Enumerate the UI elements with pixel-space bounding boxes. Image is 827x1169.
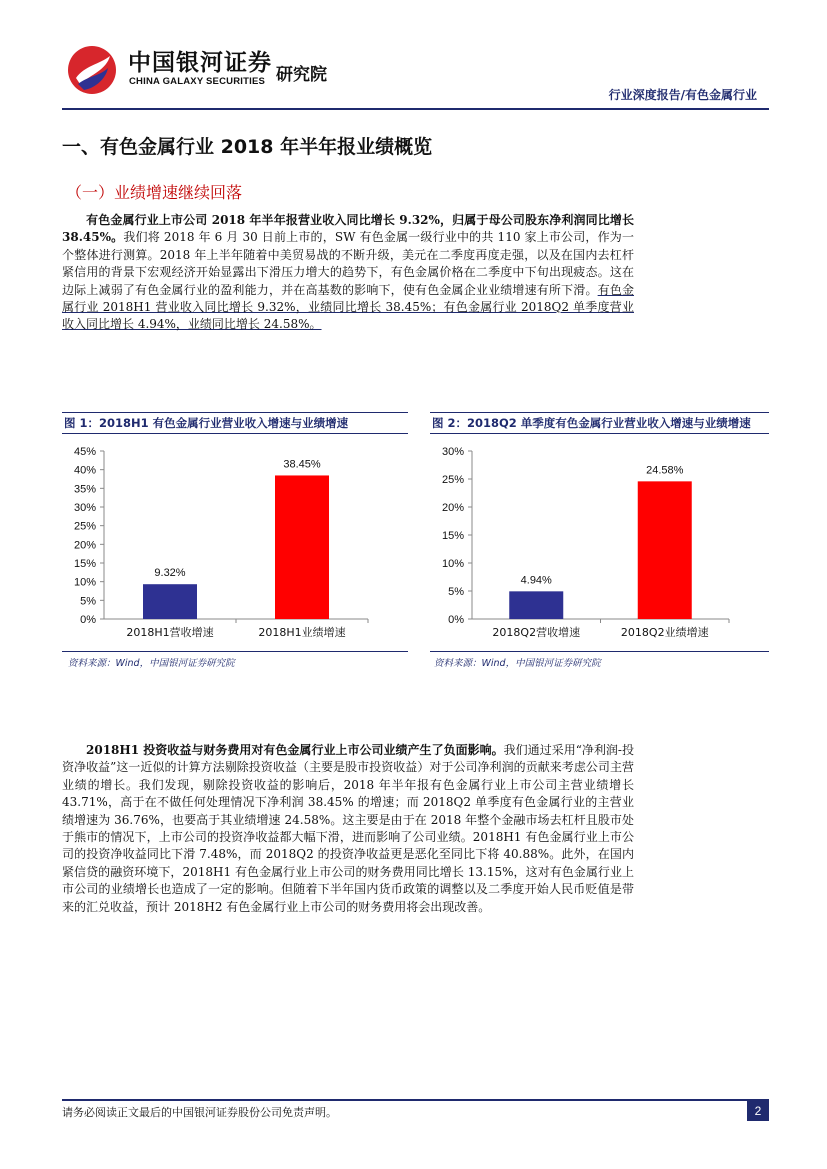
figure-2-bottom-rule xyxy=(430,651,769,652)
chart1-category-label: 2018H1业绩增速 xyxy=(258,626,346,639)
chart1-y-tick-label: 30% xyxy=(73,502,96,514)
para1-lead: 有色金属行业上市公司 2018 年半年报营业收入同比增长 9.32%，归属于母公司股东净利润同比增长 38.45%。 xyxy=(62,213,634,245)
figure-1-bottom-rule xyxy=(62,651,408,652)
figure-2-title xyxy=(430,412,769,434)
logo-chinese-name: 中国银河证券 xyxy=(128,50,272,76)
chart1-category-label: 2018H1营收增速 xyxy=(126,626,214,639)
para2-lead: 2018H1 投资收益与财务费用对有色金属行业上市公司业绩产生了负面影响。 xyxy=(86,743,504,757)
logo-english-name: CHINA GALAXY SECURITIES xyxy=(129,76,266,87)
figure-2-source: 资料来源：Wind，中国银河证券研究院 xyxy=(434,658,601,669)
figure-1-title xyxy=(62,412,408,434)
chart2-y-tick-label: 10% xyxy=(441,558,464,570)
chart1-y-tick-label: 20% xyxy=(73,539,96,552)
header-divider xyxy=(62,108,769,110)
chart-1-2018h1-growth xyxy=(62,438,408,650)
chart2-y-tick-label: 25% xyxy=(441,474,464,486)
chart2-data-label: 24.58% xyxy=(646,464,684,477)
figure-2-title-text: 图 2：2018Q2 单季度有色金属行业营业收入增速与业绩增速 xyxy=(432,416,751,430)
chart1-bar xyxy=(143,584,197,619)
chart1-y-tick-label: 35% xyxy=(73,483,96,496)
footer-divider xyxy=(62,1099,769,1101)
chart2-bar xyxy=(509,591,563,619)
para1-highlight: 有色金属行业 2018H1 营业收入同比增长 9.32%，业绩同比增长 38.45%；有色金属行业 2018Q2 单季度营业收入同比增长 4.94%，业绩同比增长 24.58%。 xyxy=(62,282,634,332)
chart2-y-tick-label: 5% xyxy=(448,586,464,598)
chart1-y-tick-label: 15% xyxy=(73,558,96,570)
chart1-bar xyxy=(275,475,329,619)
chart2-y-tick-label: 15% xyxy=(441,530,464,542)
chart2-category-label: 2018Q2业绩增速 xyxy=(620,626,709,639)
figure-1-source: 资料来源：Wind，中国银河证券研究院 xyxy=(68,658,235,669)
chart2-data-label: 4.94% xyxy=(520,574,552,587)
chart1-y-tick-label: 5% xyxy=(80,595,96,608)
section-title: 一、有色金属行业 2018 年半年报业绩概览 xyxy=(62,136,433,158)
chart1-y-tick-label: 10% xyxy=(73,576,96,589)
page-number: 2 xyxy=(747,1101,769,1121)
chart1-data-label: 38.45% xyxy=(283,458,321,471)
paragraph-investment-income xyxy=(62,742,634,916)
logo-institute: 研究院 xyxy=(276,65,327,85)
footer-disclaimer: 请务必阅读正文最后的中国银河证券股份公司免责声明。 xyxy=(62,1106,337,1119)
chart2-category-label: 2018Q2营收增速 xyxy=(492,626,581,639)
para2-body: 我们通过采用“净利润-投资净收益”这一近似的计算方法剔除投资收益（主要是股市投资收益）对于公司净利润的贡献来考虑公司主营业绩的增长。我们发现，剔除投资收益的影响后，2018 年半年报有色金属行业上市公司主营业绩增长 43.71%，高于在不做任何处理情况下净利润 38.45% 的增速；而 2018Q2 单季度有色金属行业的主营业绩增速为 36.76%，也要高于其业绩增速 24.58%。这主要是由于在 2018 年整个金融市场去杠杆且股市处于熊市的情况下，上市公司的投资净收益都大幅下滑，进而影响了公司业绩。2018H1 有色金属行业上市公司的投资净收益同比下滑 7.48%，而 2018Q2 的投资净收益更是恶化至同比下将 40.88%。此外，在国内紧信贷的融资环境下，2018H1 有色金属行业上市公司的财务费用同比增长 13.15%，这对有色金属行业上市公司的业绩增长也造成了一定的影响。但随着下半年国内货币政策的调整以及二季度开始人民币贬值是带来的汇兑收益，预计 2018H2 有色金属行业上市公司的财务费用将会出现改善。 xyxy=(62,743,634,914)
subsection-title: （一）业绩增速继续回落 xyxy=(66,183,243,202)
para1-body: 我们将 2018 年 6 月 30 日前上市的，SW 有色金属一级行业中的共 110 家上市公司，作为一个整体进行测算。2018 年上半年随着中美贸易战的不断升级，美元在二季度再度走强，以及在国内去杠杆紧信用的背景下宏观经济开始显露出下滑压力增大的趋势下，有色金属价格在二季度中下旬出现疲态。这在边际上减弱了有色金属行业的盈利能力，并在高基数的影响下，使有色金属企业业绩增速有所下滑。 xyxy=(62,230,634,297)
chart1-y-tick-label: 45% xyxy=(73,446,96,458)
chart1-y-tick-label: 40% xyxy=(73,464,96,477)
chart-2-2018q2-growth xyxy=(430,438,769,650)
chart2-y-tick-label: 0% xyxy=(448,614,464,626)
chart1-data-label: 9.32% xyxy=(154,567,186,580)
figure-1-title-text: 图 1：2018H1 有色金属行业营业收入增速与业绩增速 xyxy=(64,416,349,430)
chart1-y-tick-label: 0% xyxy=(80,614,96,626)
company-logo-icon xyxy=(66,44,118,96)
chart2-y-tick-label: 30% xyxy=(441,446,464,458)
report-type: 行业深度报告/有色金属行业 xyxy=(608,88,757,102)
paragraph-performance-overview xyxy=(62,212,634,334)
chart2-bar xyxy=(638,481,692,619)
chart2-y-tick-label: 20% xyxy=(441,502,464,514)
chart1-y-tick-label: 25% xyxy=(73,520,96,533)
